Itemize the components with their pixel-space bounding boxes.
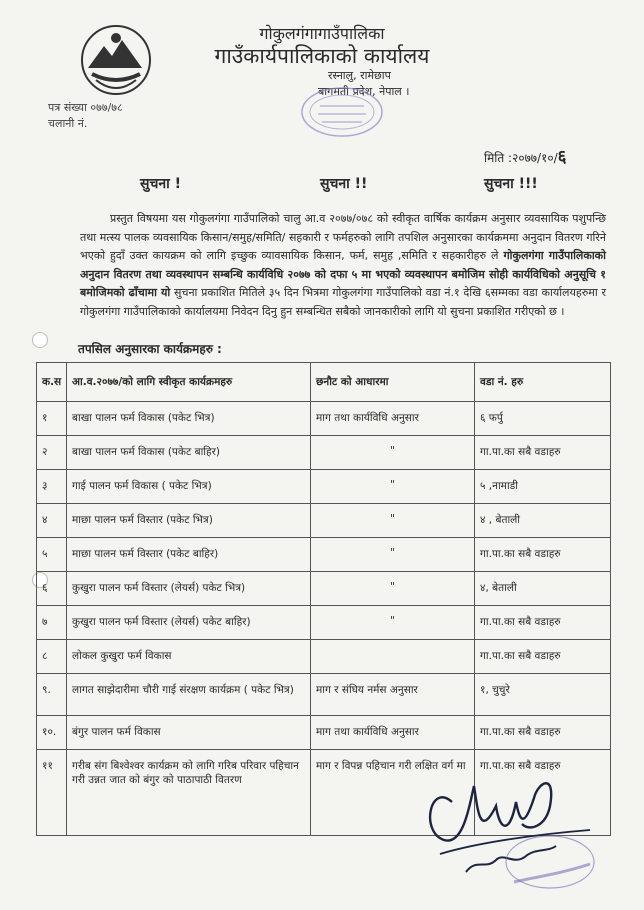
cell-program: लागत साझेदारीमा चौरी गाई संरक्षण कार्यक्रम ( पकेट भित्र) <box>67 674 311 716</box>
cell-ward: ४, बेताली <box>475 572 611 606</box>
notice-heading-3: सुचना !!! <box>484 176 538 192</box>
cell-selection-basis: " <box>311 606 475 640</box>
header-program: आ.व.२०७७/को लागि स्वीकृत कार्यक्रमहरु <box>67 363 311 402</box>
cell-ward: गा.पा.का सबै वडाहरु <box>475 538 611 572</box>
notice-heading-2: सुचना !! <box>320 176 368 192</box>
cell-selection-basis: माग र विपन्न पहिचान गरी लक्षित वर्ग मा <box>311 750 475 836</box>
cell-program: बंगुर पालन फर्म विकास <box>67 716 311 750</box>
table-row <box>37 470 611 504</box>
cell-serial: ७ <box>37 606 67 640</box>
cell-ward: गा.पा.का सबै वडाहरु <box>475 640 611 674</box>
body-bold-text: गोकुलगंगा गाउँपालिकाको अनुदान वितरण तथा व्यवस्थापन सम्बन्धि कार्यविधि २०७७ को दफा ५ मा भएको व्यवस्थापन बमोजिम सोही कार्यविधिको अनुसूचि १ बमोजिमको ढाँचामा यो <box>80 249 606 299</box>
table-row <box>37 504 611 538</box>
cell-serial: ५ <box>37 538 67 572</box>
office-stamp-icon <box>298 84 386 140</box>
cell-ward: गा.पा.का सबै वडाहरु <box>475 750 611 836</box>
notice-body <box>80 210 606 321</box>
body-text-1: प्रस्तुत विषयमा यस गोकुलगंगा गाउँपालिको चालु आ.व २०७७/०७८ को स्वीकृत वार्षिक कार्यक्रम अनुसार व्यवसायिक पशुपन्छि तथा मत्स्य पालक व्यवसायिक किसान/समुह/समिति/ सहकारी र फर्महरुको लागि तपशिल अनुसारका कार्यक्रममा अनुदान वितरण गरिने भएको हुदाँ उक्त कायक्रम को लागि इच्छुक व्यावसायिक किसान, फर्म, समुह ,समिति र सहकारीहरु ले <box>80 212 606 262</box>
cell-program: गाई पालन फर्म विकास ( पकेट भित्र) <box>67 470 311 504</box>
cell-serial: १०. <box>37 716 67 750</box>
cell-serial: २ <box>37 436 67 470</box>
reference-number: पत्र संख्या ०७७/७८ <box>48 101 123 114</box>
cell-program: गरीब संग बिश्वेश्वर कार्यक्रम को लागि गरिब परिवार पहिचान गरी उन्नत जात को बंगुर को पाठापाठी वितरण <box>67 750 311 836</box>
letter-date <box>484 144 566 167</box>
cell-program: बाखा पालन फर्म विकास (पकेट भित्र) <box>67 402 311 436</box>
cell-ward: ५ ,नामाडी <box>475 470 611 504</box>
cell-selection-basis: " <box>311 436 475 470</box>
table-row <box>37 402 611 436</box>
notice-heading-1: सुचना ! <box>140 176 182 192</box>
table-row <box>37 572 611 606</box>
cell-serial: ४ <box>37 504 67 538</box>
cell-serial: ११ <box>37 750 67 836</box>
address-line2: बागमती प्रदेश, नेपाल । <box>318 85 410 98</box>
table-header-row <box>37 363 611 402</box>
cell-selection-basis: माग र संघिय नर्मस अनुसार <box>311 674 475 716</box>
cell-ward: गा.पा.का सबै वडाहरु <box>475 716 611 750</box>
table-row <box>37 538 611 572</box>
table-row <box>37 640 611 674</box>
signature-icon <box>400 742 600 902</box>
program-list-title: तपसिल अनुसारका कार्यक्रमहरु : <box>78 342 222 356</box>
rural-municipality-name: गोकुलगंगागाउँपालिका <box>259 24 385 43</box>
header-selection-basis: छनौट को आधारमा <box>311 363 475 402</box>
cell-selection-basis: " <box>311 504 475 538</box>
cell-serial: ९. <box>37 674 67 716</box>
cell-selection-basis: माग तथा कार्यविधि अनुसार <box>311 716 475 750</box>
address-line1: रस्नालु, रामेछाप <box>328 69 391 82</box>
cell-ward: गा.पा.का सबै वडाहरु <box>475 436 611 470</box>
cell-program: कुखुरा पालन फर्म विस्तार (लेयर्स) पकेट भित्र) <box>67 572 311 606</box>
cell-program: माछा पालन फर्म विस्तार (पकेट बाहिर) <box>67 538 311 572</box>
office-name: गाउँकार्यपालिकाको कार्यालय <box>214 44 430 68</box>
dispatch-number: चलानी नं. <box>48 117 88 130</box>
cell-ward: ४ , बेताली <box>475 504 611 538</box>
cell-selection-basis <box>311 640 475 674</box>
body-text-2: सुचना प्रकाशित मितिले ३५ दिन भित्रमा गोकुलगंगा गाउँपालिको वडा नं.१ देखि ६सम्मका वडा कार्यालयहरुमा र गोकुलगंगा गाउँपालिकाको कार्यालयमा निवेदन दिनु हुन सम्बन्धित सबैको जानकारीको लागि यो सुचना प्रकाशित गरीएको छ । <box>80 286 606 318</box>
cell-program: लोकल कुखुरा फर्म विकास <box>67 640 311 674</box>
table-row <box>37 606 611 640</box>
cell-ward: ६ फर्पु <box>475 402 611 436</box>
cell-ward: गा.पा.का सबै वडाहरु <box>475 606 611 640</box>
date-label: मिति :२०७७/१०/ <box>484 151 558 165</box>
cell-selection-basis: माग तथा कार्यविधि अनुसार <box>311 402 475 436</box>
cell-selection-basis: " <box>311 538 475 572</box>
header-serial: क.स <box>37 363 67 402</box>
cell-ward: १, चुचुरे <box>475 674 611 716</box>
table-row <box>37 674 611 716</box>
header-ward: वडा नं. हरु <box>475 363 611 402</box>
cell-selection-basis: " <box>311 470 475 504</box>
cell-serial: ६ <box>37 572 67 606</box>
cell-program: बाखा पालन फर्म विकास (पकेट बाहिर) <box>67 436 311 470</box>
cell-serial: १ <box>37 402 67 436</box>
cell-serial: ८ <box>37 640 67 674</box>
cell-selection-basis: " <box>311 572 475 606</box>
cell-serial: ३ <box>37 470 67 504</box>
table-row <box>37 436 611 470</box>
cell-program: माछा पालन फर्म विस्तार (पकेट भित्र) <box>67 504 311 538</box>
date-day: ६ <box>557 147 567 167</box>
punch-hole-icon <box>32 332 48 348</box>
cell-program: कुखुरा पालन फर्म विस्तार (लेयर्स) पकेट बाहिर) <box>67 606 311 640</box>
